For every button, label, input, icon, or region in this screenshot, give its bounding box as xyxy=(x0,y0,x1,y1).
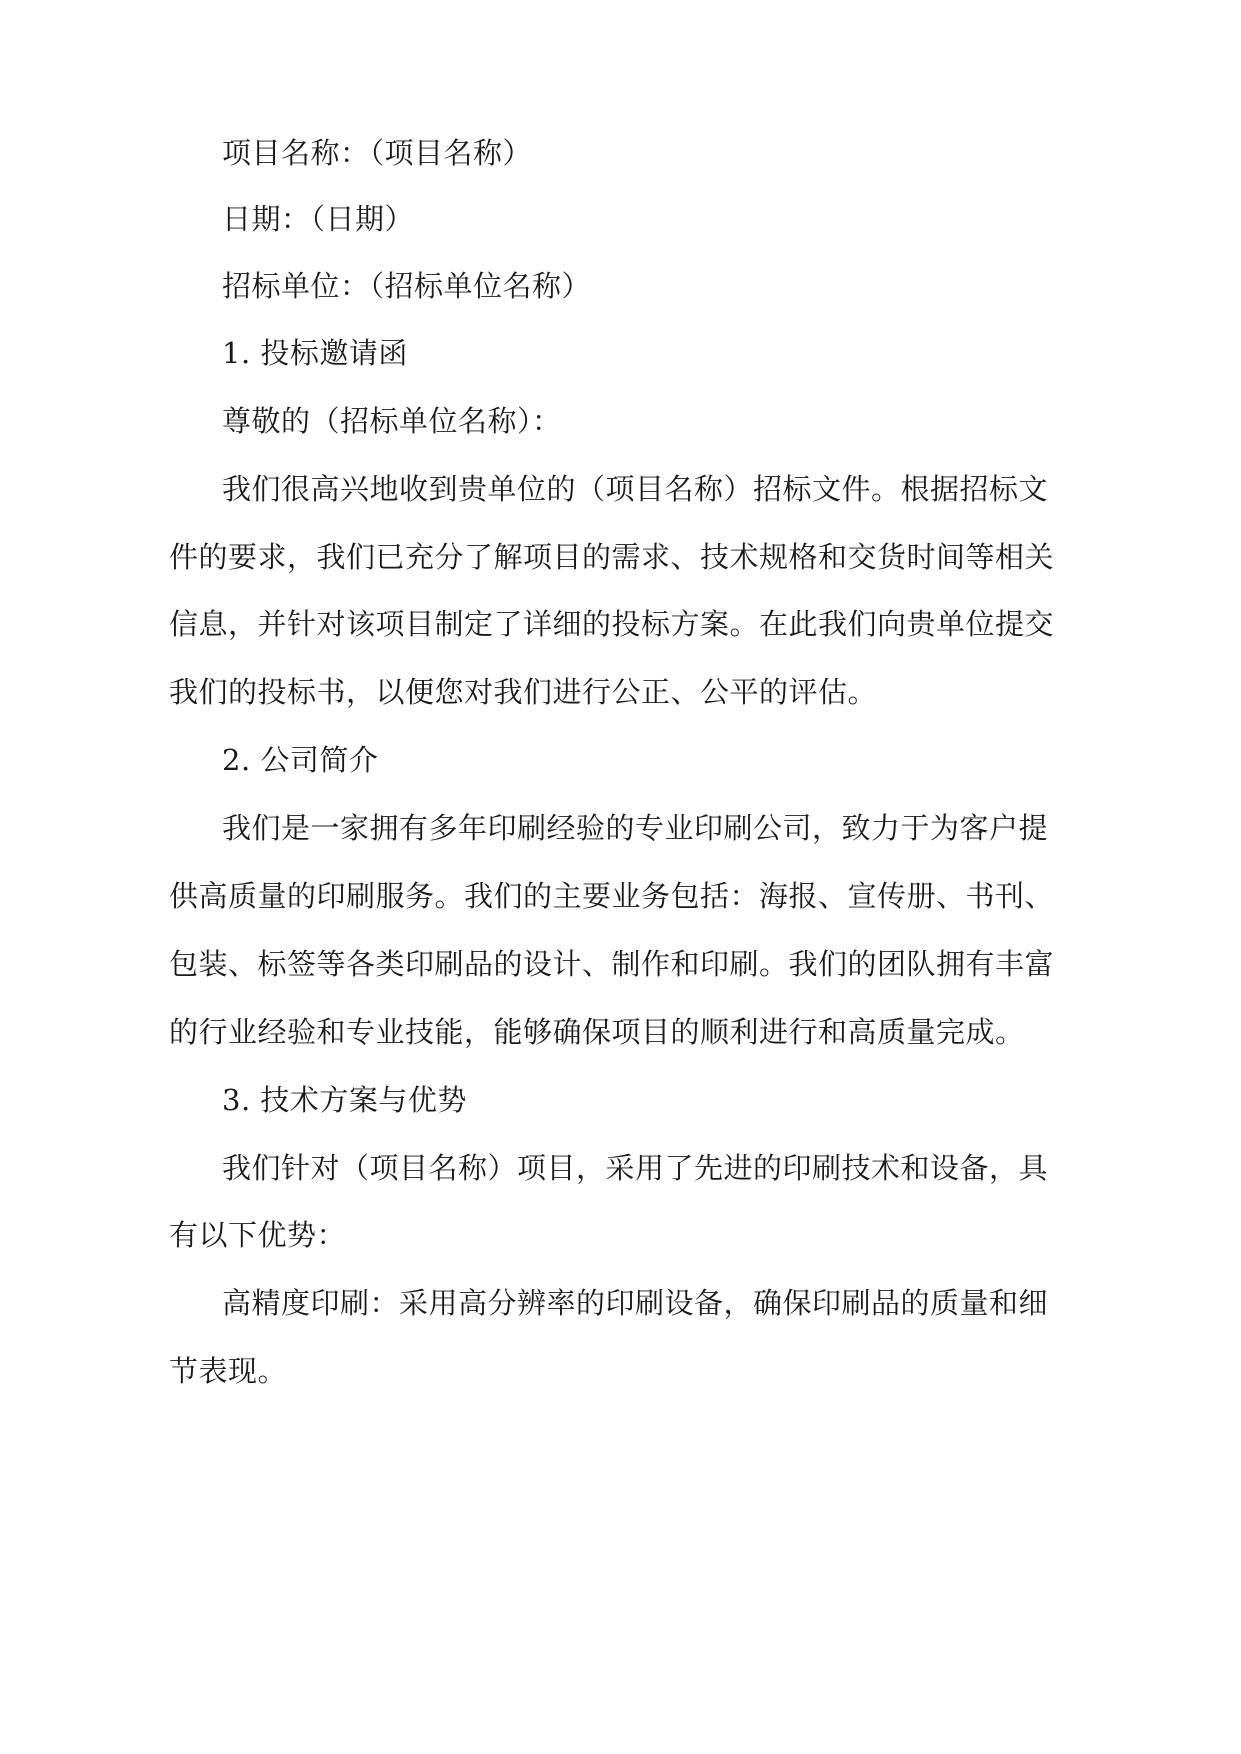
advantage-line: 节表现。 xyxy=(169,1354,288,1388)
paragraph-line: 供高质量的印刷服务。我们的主要业务包括：海报、宣传册、书刊、 xyxy=(169,879,1055,913)
section-heading-2: 2. 公司简介 xyxy=(222,743,379,777)
paragraph-line: 我们针对（项目名称）项目，采用了先进的印刷技术和设备，具 xyxy=(222,1151,1049,1185)
paragraph-line: 我们很高兴地收到贵单位的（项目名称）招标文件。根据招标文 xyxy=(222,472,1049,506)
paragraph-line: 信息，并针对该项目制定了详细的投标方案。在此我们向贵单位提交 xyxy=(169,607,1055,641)
paragraph-line: 我们的投标书，以便您对我们进行公正、公平的评估。 xyxy=(169,675,878,709)
section-heading-3: 3. 技术方案与优势 xyxy=(222,1083,467,1117)
project-name-line: 项目名称：（项目名称） xyxy=(222,136,533,170)
bidder-line: 招标单位：（招标单位名称） xyxy=(222,269,592,303)
paragraph-line: 有以下优势： xyxy=(169,1218,347,1252)
paragraph-line: 的行业经验和专业技能，能够确保项目的顺利进行和高质量完成。 xyxy=(169,1015,1025,1049)
paragraph-line: 包装、标签等各类印刷品的设计、制作和印刷。我们的团队拥有丰富 xyxy=(169,947,1055,981)
advantage-line: 高精度印刷：采用高分辨率的印刷设备，确保印刷品的质量和细 xyxy=(222,1286,1049,1320)
date-line: 日期：（日期） xyxy=(222,202,415,236)
paragraph-line: 件的要求，我们已充分了解项目的需求、技术规格和交货时间等相关 xyxy=(169,540,1055,574)
section-heading-1: 1. 投标邀请函 xyxy=(222,336,408,370)
paragraph-line: 我们是一家拥有多年印刷经验的专业印刷公司，致力于为客户提 xyxy=(222,811,1049,845)
greeting-line: 尊敬的（招标单位名称）： xyxy=(222,404,562,438)
